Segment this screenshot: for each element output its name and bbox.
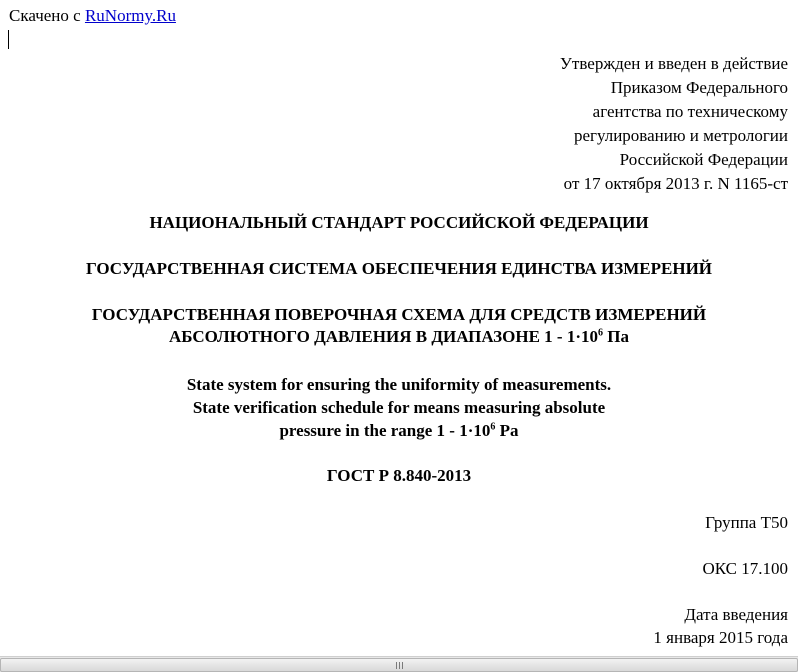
introduction-date-value: 1 января 2015 года xyxy=(653,628,788,647)
english-title-line1: State system for ensuring the uniformity of measurements. xyxy=(186,375,612,394)
scheme-title-unit: Па xyxy=(603,327,629,346)
scheme-title-exponent: 6 xyxy=(598,327,604,339)
english-title-line2: State verification schedule for means measuring absolute xyxy=(192,398,606,417)
source-prefix: Скачено с xyxy=(9,6,85,25)
english-title-unit: Pa xyxy=(495,421,519,440)
scheme-title-line2-text: АБСОЛЮТНОГО ДАВЛЕНИЯ В ДИАПАЗОНЕ 1 - 1·10 xyxy=(169,327,599,346)
introduction-date-label: Дата введения xyxy=(684,605,788,624)
group-label: Группа Т50 xyxy=(705,513,788,532)
scrollbar-thumb[interactable] xyxy=(0,658,798,672)
approval-line: Приказом Федерального xyxy=(610,78,788,97)
approval-line: регулированию и метрологии xyxy=(573,126,788,145)
english-title xyxy=(0,373,798,442)
scheme-title-line2 xyxy=(0,326,798,348)
approval-line: агентства по техническому xyxy=(592,102,788,121)
approval-line: от 17 октября 2013 г. N 1165-ст xyxy=(563,174,788,193)
english-title-line3-text: pressure in the range 1 - 1·10 xyxy=(279,421,491,440)
text-cursor xyxy=(8,30,9,49)
scheme-title xyxy=(0,304,798,348)
approval-block xyxy=(388,52,788,196)
gost-code: ГОСТ Р 8.840-2013 xyxy=(326,466,472,485)
oks-label: ОКС 17.100 xyxy=(702,559,788,578)
runormy-link[interactable]: RuNormy.Ru xyxy=(84,6,176,25)
source-line xyxy=(9,6,176,26)
english-title-line3 xyxy=(0,419,798,442)
english-title-exponent: 6 xyxy=(490,421,496,433)
grip-icon xyxy=(395,662,405,669)
standard-title: НАЦИОНАЛЬНЫЙ СТАНДАРТ РОССИЙСКОЙ ФЕДЕРАЦИИ xyxy=(149,213,649,232)
approval-line: Российской Федерации xyxy=(619,150,788,169)
horizontal-scrollbar[interactable] xyxy=(0,656,798,672)
scheme-title-line1: ГОСУДАРСТВЕННАЯ ПОВЕРОЧНАЯ СХЕМА ДЛЯ СРЕДСТВ ИЗМЕРЕНИЙ xyxy=(91,305,707,324)
approval-line: Утвержден и введен в действие xyxy=(559,54,788,73)
system-title: ГОСУДАРСТВЕННАЯ СИСТЕМА ОБЕСПЕЧЕНИЯ ЕДИНСТВА ИЗМЕРЕНИЙ xyxy=(85,259,713,278)
